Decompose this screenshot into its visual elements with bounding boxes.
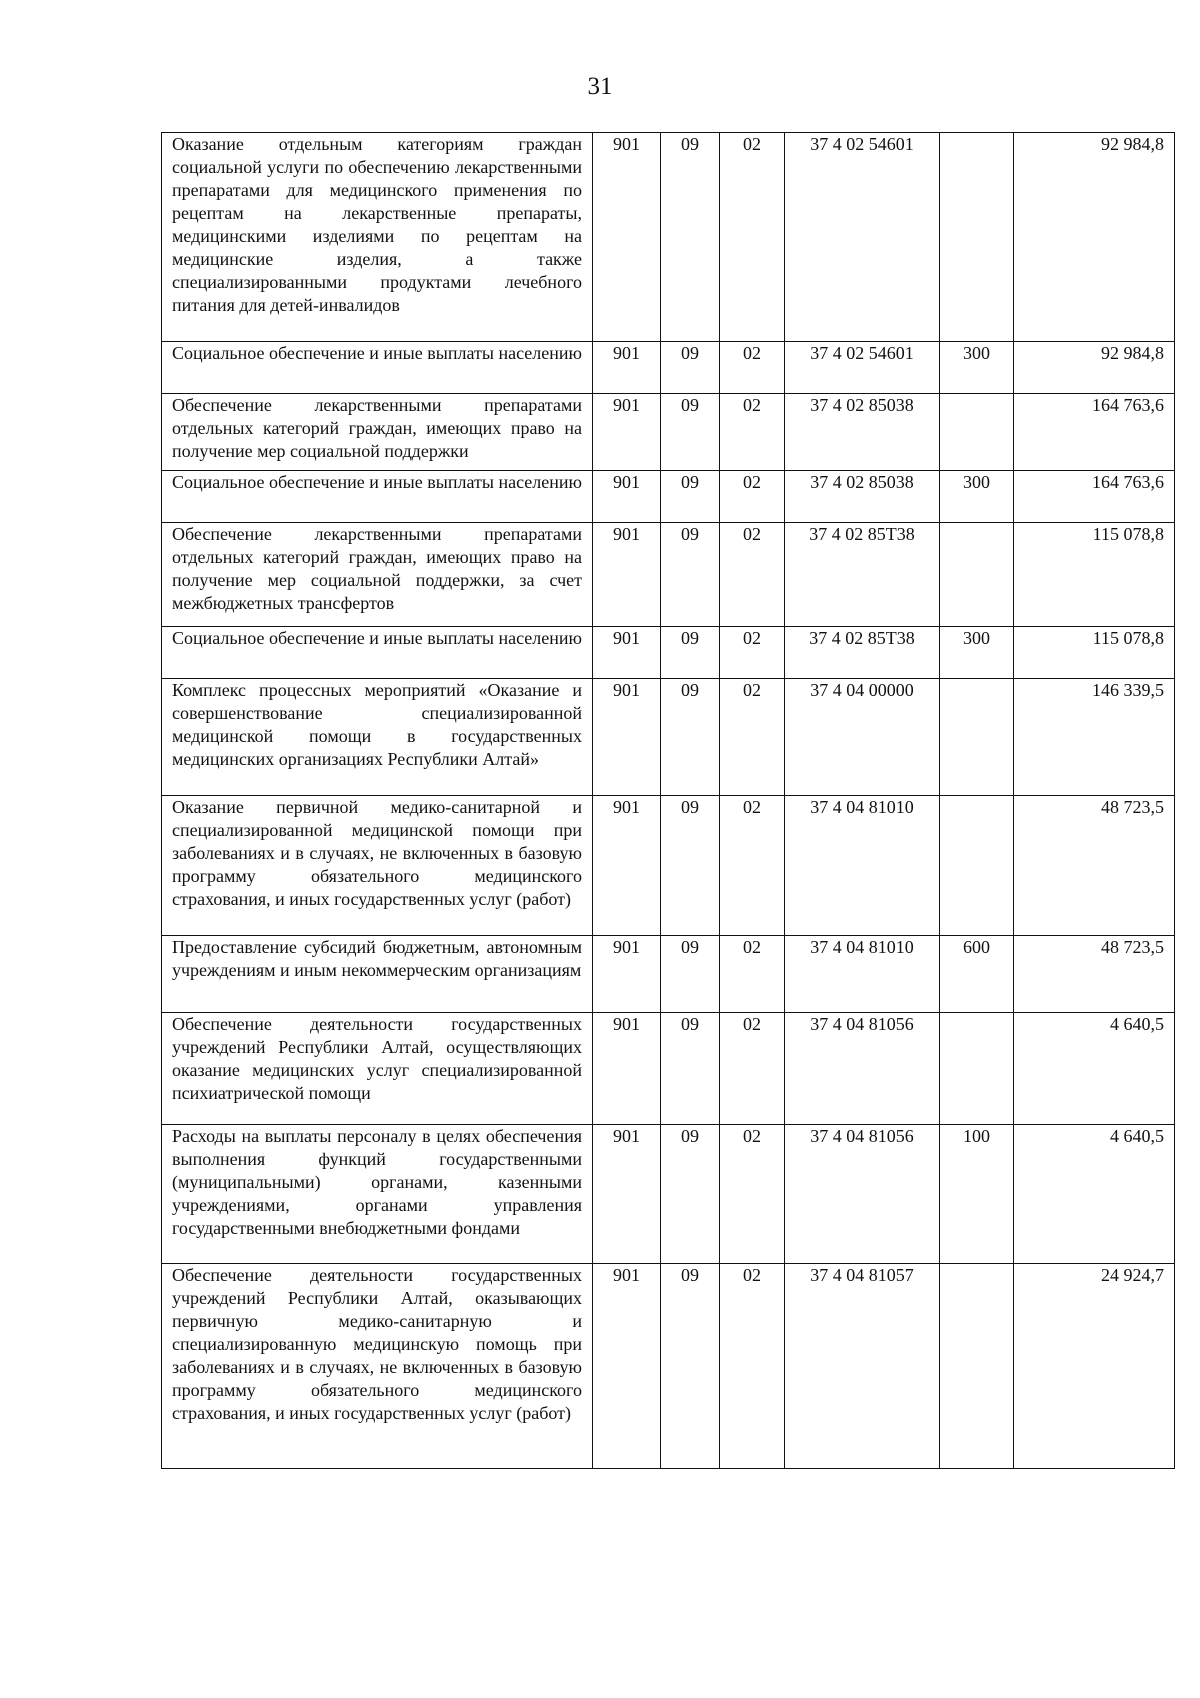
row-ministry-code: 901 <box>593 1264 661 1469</box>
table-row <box>162 471 1175 523</box>
row-amount: 164 763,6 <box>1014 471 1175 523</box>
row-target-article-code: 37 4 02 54601 <box>785 342 940 394</box>
row-target-article-code: 37 4 04 81010 <box>785 936 940 1013</box>
row-expense-type-code: 600 <box>940 936 1014 1013</box>
row-expense-type-code <box>940 1264 1014 1469</box>
row-ministry-code: 901 <box>593 679 661 796</box>
row-section-code: 09 <box>661 679 720 796</box>
budget-table-body <box>162 133 1175 1469</box>
row-subsection-code: 02 <box>720 1013 785 1125</box>
table-row <box>162 936 1175 1013</box>
row-amount: 92 984,8 <box>1014 133 1175 342</box>
row-amount: 164 763,6 <box>1014 394 1175 471</box>
row-expense-type-code: 300 <box>940 342 1014 394</box>
table-row <box>162 679 1175 796</box>
row-ministry-code: 901 <box>593 1013 661 1125</box>
row-subsection-code: 02 <box>720 1125 785 1264</box>
row-section-code: 09 <box>661 627 720 679</box>
row-subsection-code: 02 <box>720 523 785 627</box>
row-subsection-code: 02 <box>720 342 785 394</box>
row-subsection-code: 02 <box>720 394 785 471</box>
row-section-code: 09 <box>661 936 720 1013</box>
row-amount: 48 723,5 <box>1014 936 1175 1013</box>
row-section-code: 09 <box>661 523 720 627</box>
row-target-article-code: 37 4 02 85Т38 <box>785 523 940 627</box>
row-description: Оказание отдельным категориям граждан социальной услуги по обеспечению лекарственными препаратами для медицинского применения по рецептам на лекарственные препараты, медицинскими изделиями по рецептам на медицинские изделия, а также специализированными продуктами лечебного питания для детей-инвалидов <box>162 133 593 342</box>
row-description: Предоставление субсидий бюджетным, автономным учреждениям и иным некоммерческим организациям <box>162 936 593 1013</box>
row-ministry-code: 901 <box>593 1125 661 1264</box>
table-row <box>162 1125 1175 1264</box>
row-subsection-code: 02 <box>720 627 785 679</box>
row-section-code: 09 <box>661 471 720 523</box>
row-amount: 4 640,5 <box>1014 1125 1175 1264</box>
row-subsection-code: 02 <box>720 1264 785 1469</box>
row-description: Социальное обеспечение и иные выплаты населению <box>162 471 593 523</box>
row-target-article-code: 37 4 02 85038 <box>785 394 940 471</box>
row-target-article-code: 37 4 04 81057 <box>785 1264 940 1469</box>
row-subsection-code: 02 <box>720 133 785 342</box>
row-section-code: 09 <box>661 394 720 471</box>
row-target-article-code: 37 4 04 81056 <box>785 1125 940 1264</box>
row-target-article-code: 37 4 04 81010 <box>785 796 940 936</box>
row-section-code: 09 <box>661 133 720 342</box>
row-expense-type-code: 100 <box>940 1125 1014 1264</box>
row-target-article-code: 37 4 02 54601 <box>785 133 940 342</box>
row-expense-type-code <box>940 679 1014 796</box>
table-row <box>162 523 1175 627</box>
row-target-article-code: 37 4 04 00000 <box>785 679 940 796</box>
row-ministry-code: 901 <box>593 523 661 627</box>
row-amount: 92 984,8 <box>1014 342 1175 394</box>
row-amount: 115 078,8 <box>1014 523 1175 627</box>
row-expense-type-code: 300 <box>940 471 1014 523</box>
row-amount: 115 078,8 <box>1014 627 1175 679</box>
row-ministry-code: 901 <box>593 936 661 1013</box>
row-description: Комплекс процессных мероприятий «Оказание и совершенствование специализированной медицинской помощи в государственных медицинских организациях Республики Алтай» <box>162 679 593 796</box>
row-section-code: 09 <box>661 796 720 936</box>
row-description: Социальное обеспечение и иные выплаты населению <box>162 342 593 394</box>
row-expense-type-code: 300 <box>940 627 1014 679</box>
row-expense-type-code <box>940 796 1014 936</box>
row-subsection-code: 02 <box>720 679 785 796</box>
table-row <box>162 1264 1175 1469</box>
row-description: Оказание первичной медико-санитарной и специализированной медицинской помощи при заболеваниях и в случаях, не включенных в базовую программу обязательного медицинского страхования, и иных государственных услуг (работ) <box>162 796 593 936</box>
row-description: Расходы на выплаты персоналу в целях обеспечения выполнения функций государственными (муниципальными) органами, казенными учреждениями, органами управления государственными внебюджетными фондами <box>162 1125 593 1264</box>
row-ministry-code: 901 <box>593 133 661 342</box>
page-number: 31 <box>587 73 613 100</box>
row-expense-type-code <box>940 133 1014 342</box>
row-section-code: 09 <box>661 1013 720 1125</box>
row-amount: 48 723,5 <box>1014 796 1175 936</box>
row-target-article-code: 37 4 04 81056 <box>785 1013 940 1125</box>
table-row <box>162 1013 1175 1125</box>
table-row <box>162 394 1175 471</box>
row-expense-type-code <box>940 523 1014 627</box>
row-amount: 146 339,5 <box>1014 679 1175 796</box>
row-expense-type-code <box>940 394 1014 471</box>
row-ministry-code: 901 <box>593 796 661 936</box>
budget-table <box>161 132 1175 1469</box>
row-description: Социальное обеспечение и иные выплаты населению <box>162 627 593 679</box>
row-subsection-code: 02 <box>720 796 785 936</box>
table-row <box>162 627 1175 679</box>
row-description: Обеспечение деятельности государственных учреждений Республики Алтай, осуществляющих оказание медицинских услуг специализированной психиатрической помощи <box>162 1013 593 1125</box>
row-amount: 4 640,5 <box>1014 1013 1175 1125</box>
row-ministry-code: 901 <box>593 394 661 471</box>
row-target-article-code: 37 4 02 85038 <box>785 471 940 523</box>
row-description: Обеспечение лекарственными препаратами отдельных категорий граждан, имеющих право на получение мер социальной поддержки <box>162 394 593 471</box>
row-ministry-code: 901 <box>593 627 661 679</box>
table-row <box>162 796 1175 936</box>
row-amount: 24 924,7 <box>1014 1264 1175 1469</box>
row-ministry-code: 901 <box>593 342 661 394</box>
row-description: Обеспечение лекарственными препаратами отдельных категорий граждан, имеющих право на получение мер социальной поддержки, за счет межбюджетных трансфертов <box>162 523 593 627</box>
row-section-code: 09 <box>661 1125 720 1264</box>
row-description: Обеспечение деятельности государственных учреждений Республики Алтай, оказывающих первичную медико-санитарную и специализированную медицинскую помощь при заболеваниях и в случаях, не включенных в базовую программу обязательного медицинского страхования, и иных государственных услуг (работ) <box>162 1264 593 1469</box>
table-row <box>162 342 1175 394</box>
row-subsection-code: 02 <box>720 471 785 523</box>
row-subsection-code: 02 <box>720 936 785 1013</box>
row-section-code: 09 <box>661 342 720 394</box>
row-target-article-code: 37 4 02 85Т38 <box>785 627 940 679</box>
table-row <box>162 133 1175 342</box>
row-expense-type-code <box>940 1013 1014 1125</box>
row-section-code: 09 <box>661 1264 720 1469</box>
row-ministry-code: 901 <box>593 471 661 523</box>
